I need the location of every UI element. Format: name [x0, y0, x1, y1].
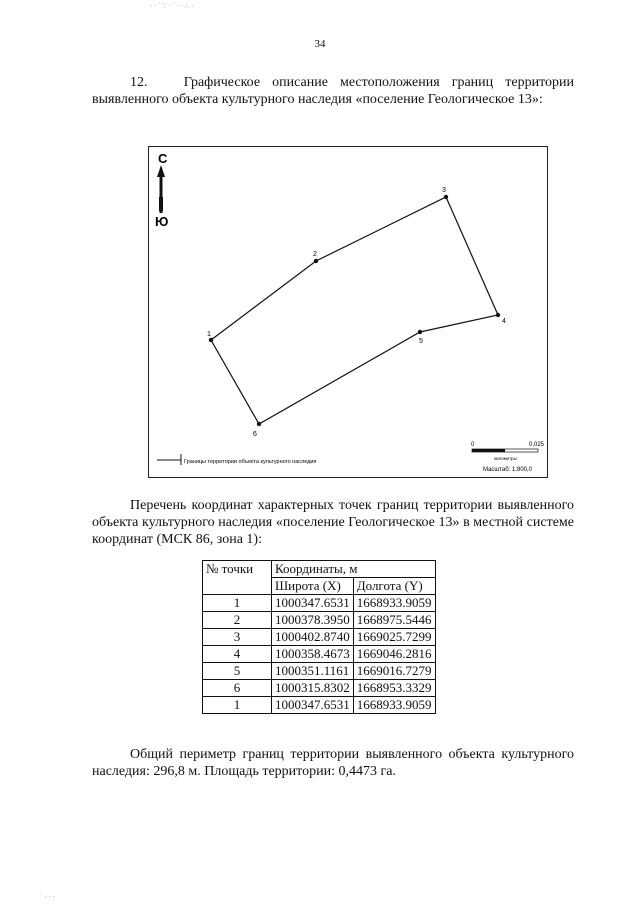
- coordinates-table: [202, 560, 436, 714]
- svg-text:4: 4: [502, 318, 506, 325]
- scale-end: 0,025: [529, 442, 545, 448]
- vertex-3: [442, 187, 448, 199]
- lat-cell: 1000358.4673: [272, 646, 354, 663]
- map-canvas: [149, 147, 547, 477]
- lat-cell: 1000347.6531: [272, 697, 354, 714]
- point-cell: 6: [203, 680, 272, 697]
- col-coords-header: Координаты, м: [272, 561, 436, 578]
- scale-ratio: Масштаб: 1:800,0: [483, 467, 533, 473]
- lon-cell: 1668933.9059: [353, 697, 435, 714]
- lon-cell: 1669025.7299: [353, 629, 435, 646]
- point-cell: 3: [203, 629, 272, 646]
- map-legend: [157, 454, 316, 465]
- summary-paragraph: Общий периметр границ территории выявленного объекта культурного наследия: 296,8 м. Площадь территории: 0,4473 га.: [92, 747, 574, 779]
- lon-cell: 1668953.3329: [353, 680, 435, 697]
- svg-text:2: 2: [313, 251, 317, 258]
- section-heading: 12. Графическое описание местоположения границ территории выявленного объекта культурного наследия «поселение Геологическое 13»:: [92, 75, 574, 107]
- lat-cell: 1000347.6531: [272, 595, 354, 612]
- vertex-1: [207, 331, 213, 342]
- north-label: С: [158, 151, 168, 166]
- scale-unit: километры: [494, 456, 517, 461]
- lat-cell: 1000378.3950: [272, 612, 354, 629]
- svg-text:5: 5: [419, 338, 423, 345]
- scale-bar: [471, 442, 545, 473]
- table-row: [203, 612, 436, 629]
- scale-start: 0: [471, 442, 475, 448]
- table-row: [203, 629, 436, 646]
- lat-cell: 1000402.8740: [272, 629, 354, 646]
- lat-cell: 1000351.1161: [272, 663, 354, 680]
- table-row: [203, 697, 436, 714]
- lon-cell: 1668933.9059: [353, 595, 435, 612]
- point-cell: 5: [203, 663, 272, 680]
- point-cell: 1: [203, 697, 272, 714]
- boundary-polygon: [211, 197, 498, 424]
- lon-cell: 1669016.7279: [353, 663, 435, 680]
- svg-text:6: 6: [253, 431, 257, 438]
- col-lon-header: Долгота (Y): [353, 578, 435, 595]
- lon-cell: 1668975.5446: [353, 612, 435, 629]
- vertex-4: [496, 313, 506, 325]
- vertex-6: [253, 422, 261, 438]
- page-number: 34: [314, 38, 326, 50]
- vertex-2: [313, 251, 318, 263]
- scan-artifacts-top: · · ˙ ∵ · ˙ · · ∴ ·: [150, 2, 194, 10]
- coordinates-heading: Перечень координат характерных точек границ территории выявленного объекта культурного наследия «поселение Геологическое 13» в местной системе координат (МСК 86, зона 1):: [92, 498, 574, 547]
- table-row: [203, 595, 436, 612]
- point-cell: 2: [203, 612, 272, 629]
- table-row: [203, 646, 436, 663]
- svg-text:3: 3: [442, 187, 446, 194]
- col-point-header: № точки: [203, 561, 272, 595]
- point-cell: 4: [203, 646, 272, 663]
- col-lat-header: Широта (X): [272, 578, 354, 595]
- table-row: [203, 663, 436, 680]
- north-arrow-icon: [155, 151, 168, 229]
- legend-text: Границы территории объекта культурного наследия: [184, 459, 317, 465]
- south-label: Ю: [155, 214, 169, 229]
- lat-cell: 1000315.8302: [272, 680, 354, 697]
- table-row: [203, 680, 436, 697]
- svg-text:1: 1: [207, 331, 211, 338]
- scan-artifacts-bottom: ˙ · · ·: [40, 893, 55, 901]
- boundary-map: [148, 146, 548, 478]
- lon-cell: 1669046.2816: [353, 646, 435, 663]
- point-cell: 1: [203, 595, 272, 612]
